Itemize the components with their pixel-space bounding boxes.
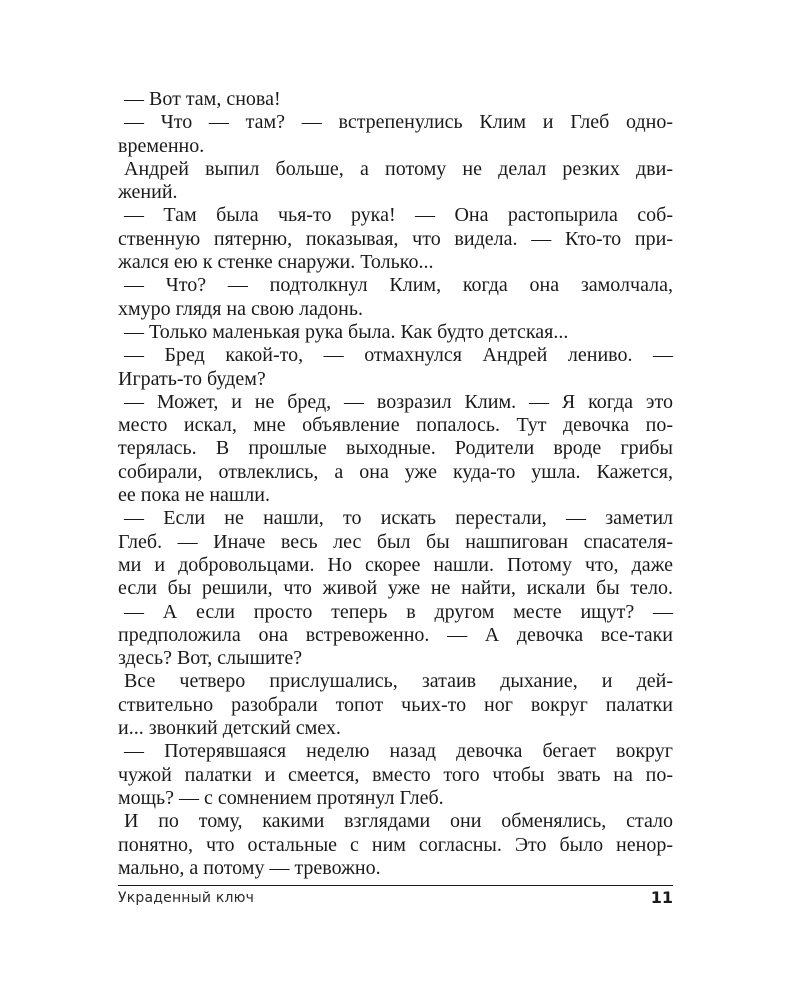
text-line: собирали, отвлеклись, а она уже куда-то ушла. Кажется, bbox=[118, 460, 673, 483]
text-line: если бы решили, что живой уже не найти, искали бы тело. bbox=[118, 577, 673, 600]
text-line: мощь? — с сомнением протянул Глеб. bbox=[118, 786, 444, 809]
text-line: понятно, что остальные с ним согласны. Это было ненор- bbox=[118, 833, 673, 856]
text-line: терялась. В прошлые выходные. Родители вроде грибы bbox=[118, 437, 673, 460]
text-line: — Что? — подтолкнул Клим, когда она замолчала, bbox=[124, 274, 673, 297]
text-line: Глеб. — Иначе весь лес был бы нашпигован спасателя- bbox=[118, 530, 673, 553]
page-number: 11 bbox=[650, 888, 673, 907]
text-line: — Там была чья-то рука! — Она растопырила соб- bbox=[124, 204, 673, 227]
body-text bbox=[118, 88, 673, 880]
text-line: предположила она встревоженно. — А девочка все-таки bbox=[118, 623, 673, 646]
footer-divider bbox=[118, 885, 673, 886]
text-line: здесь? Вот, слышите? bbox=[118, 647, 303, 670]
text-line: Андрей выпил больше, а потому не делал резких дви- bbox=[124, 157, 673, 180]
text-line: ее пока не нашли. bbox=[118, 484, 270, 507]
text-line: место искал, мне объявление попалось. Тут девочка по- bbox=[118, 414, 673, 437]
text-line: ствительно разобрали топот чьих-то ног вокруг палатки bbox=[118, 693, 673, 716]
text-line: — Только маленькая рука была. Как будто детская... bbox=[124, 320, 569, 343]
text-line: жений. bbox=[118, 181, 178, 204]
text-line: чужой палатки и смеется, вместо того чтобы звать на по- bbox=[118, 763, 673, 786]
text-line: — Может, и не бред, — возразил Клим. — Я когда это bbox=[124, 390, 673, 413]
text-line: И по тому, какими взглядами они обменялись, стало bbox=[124, 810, 673, 833]
text-line: временно. bbox=[118, 134, 205, 157]
text-line: жался ею к стенке снаружи. Только... bbox=[118, 251, 434, 274]
text-line: Все четверо прислушались, затаив дыхание, и дей- bbox=[124, 670, 673, 693]
text-line: — Бред какой-то, — отмахнулся Андрей лениво. — bbox=[124, 344, 673, 367]
text-line: мально, а потому — тревожно. bbox=[118, 856, 381, 879]
text-line: — Потерявшаяся неделю назад девочка бегает вокруг bbox=[124, 740, 673, 763]
text-line: ственную пятерню, показывая, что видела. — Кто-то при- bbox=[118, 227, 673, 250]
text-line: — Если не нашли, то искать перестали, — заметил bbox=[124, 507, 673, 530]
text-line: хмуро глядя на свою ладонь. bbox=[118, 297, 363, 320]
text-line: ми и добровольцами. Но скорее нашли. Потому что, даже bbox=[118, 553, 673, 576]
text-line: — Вот там, снова! bbox=[124, 88, 281, 110]
text-line: Играть-то будем? bbox=[118, 367, 266, 390]
running-footer-title: Украденный ключ bbox=[118, 890, 255, 906]
text-line: — А если просто теперь в другом месте ищут? — bbox=[124, 600, 673, 623]
text-line: и... звонкий детский смех. bbox=[118, 717, 341, 740]
text-line: — Что — там? — встрепенулись Клим и Глеб одно- bbox=[124, 111, 673, 134]
